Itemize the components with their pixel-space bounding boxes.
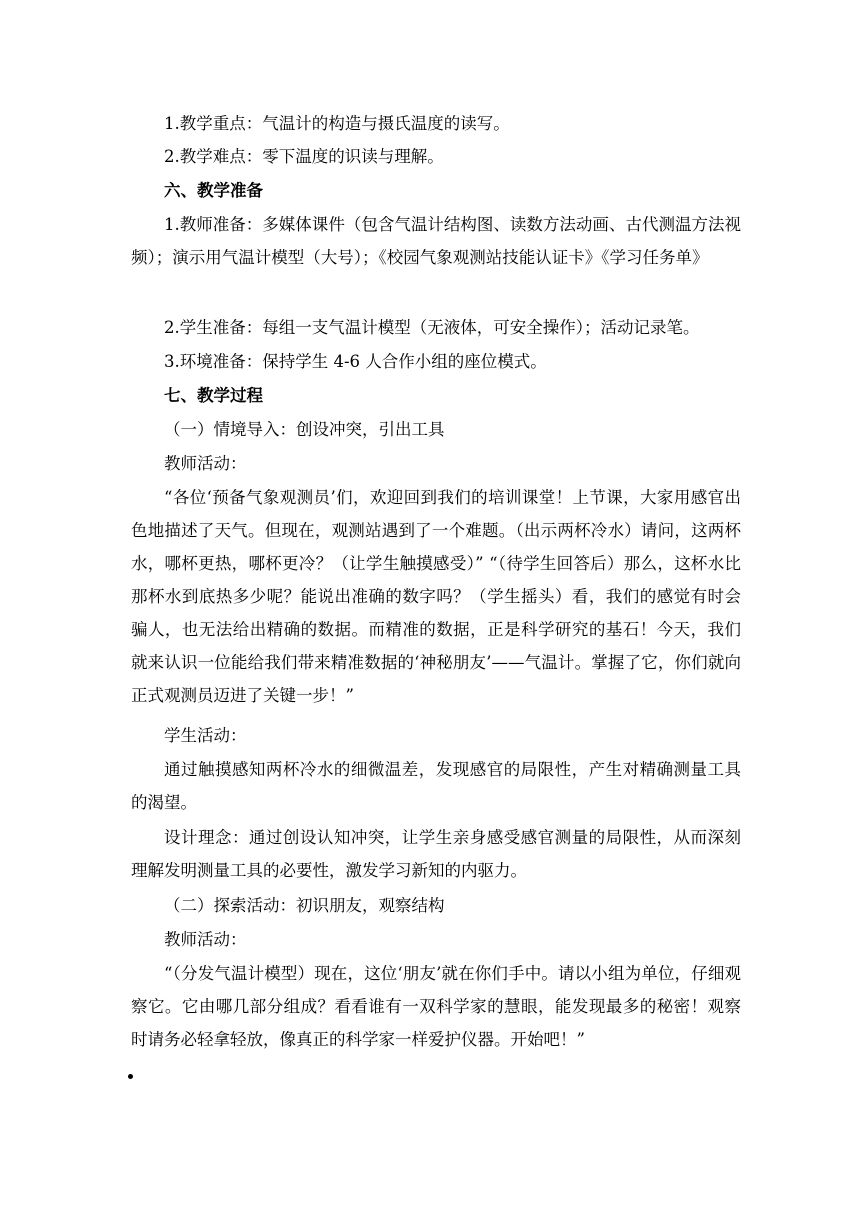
student-activity-paragraph: 通过触摸感知两杯冷水的细微温差，发现感官的局限性，产生对精确测量工具的渴望。 <box>131 760 741 812</box>
subsection-heading-explore: （二）探索活动：初识朋友，观察结构 <box>164 896 445 915</box>
bullet-dot <box>128 1074 133 1079</box>
design-rationale-paragraph: 设计理念：通过创设认知冲突，让学生亲身感受感官测量的局限性，从而深刻理解发明测量工具的必要性，激发学习新知的内驱力。 <box>131 828 741 880</box>
key-point-paragraph: 1.教学重点：气温计的构造与摄氏温度的读写。 <box>164 114 510 133</box>
section-heading-process: 七、教学过程 <box>164 386 263 405</box>
student-activity-label: 学生活动： <box>164 726 247 745</box>
teacher-preparation-paragraph: 1.教师准备：多媒体课件（包含气温计结构图、读数方法动画、古代测温方法视频）；演示用气温计模型（大号）；《校园气象观测站技能认证卡》《学习任务单》 <box>131 215 741 267</box>
subsection-heading-intro: （一）情境导入：创设冲突，引出工具 <box>164 420 445 439</box>
student-preparation-paragraph: 2.学生准备：每组一支气温计模型（无液体，可安全操作）；活动记录笔。 <box>164 318 700 337</box>
teacher-activity-label-2: 教师活动： <box>164 930 247 949</box>
teacher-activity-label: 教师活动： <box>164 454 247 473</box>
environment-preparation-paragraph: 3.环境准备：保持学生 4-6 人合作小组的座位模式。 <box>164 352 547 371</box>
teacher-intro-speech: “各位‘预备气象观测员’们，欢迎回到我们的培训课堂！上节课，大家用感官出色地描述了天气。但现在，观测站遇到了一个难题。（出示两杯冷水）请问，这两杯水，哪杯更热，哪杯更冷？（让学生触摸感受）” “（待学生回答后）那么，这杯水比那杯水到底热多少呢？能说出准确的数字吗？（学生摇头）看，我们的感觉有时会骗人，也无法给出精确的数据。而精准的数据，正是科学研究的基石！今天，我们就来认识一位能给我们带来精准数据的‘神秘朋友’——气温计。掌握了它，你们就向正式观测员迈进了关键一步！” <box>131 488 741 705</box>
difficult-point-paragraph: 2.教学难点：零下温度的识读与理解。 <box>164 147 444 166</box>
teacher-explore-speech: “（分发气温计模型）现在，这位‘朋友’就在你们手中。请以小组为单位，仔细观察它。它由哪几部分组成？看看谁有一双科学家的慧眼，能发现最多的秘密！观察时请务必轻拿轻放，像真正的科学家一样爱护仪器。开始吧！” <box>131 964 741 1049</box>
section-heading-preparation: 六、教学准备 <box>164 181 263 200</box>
